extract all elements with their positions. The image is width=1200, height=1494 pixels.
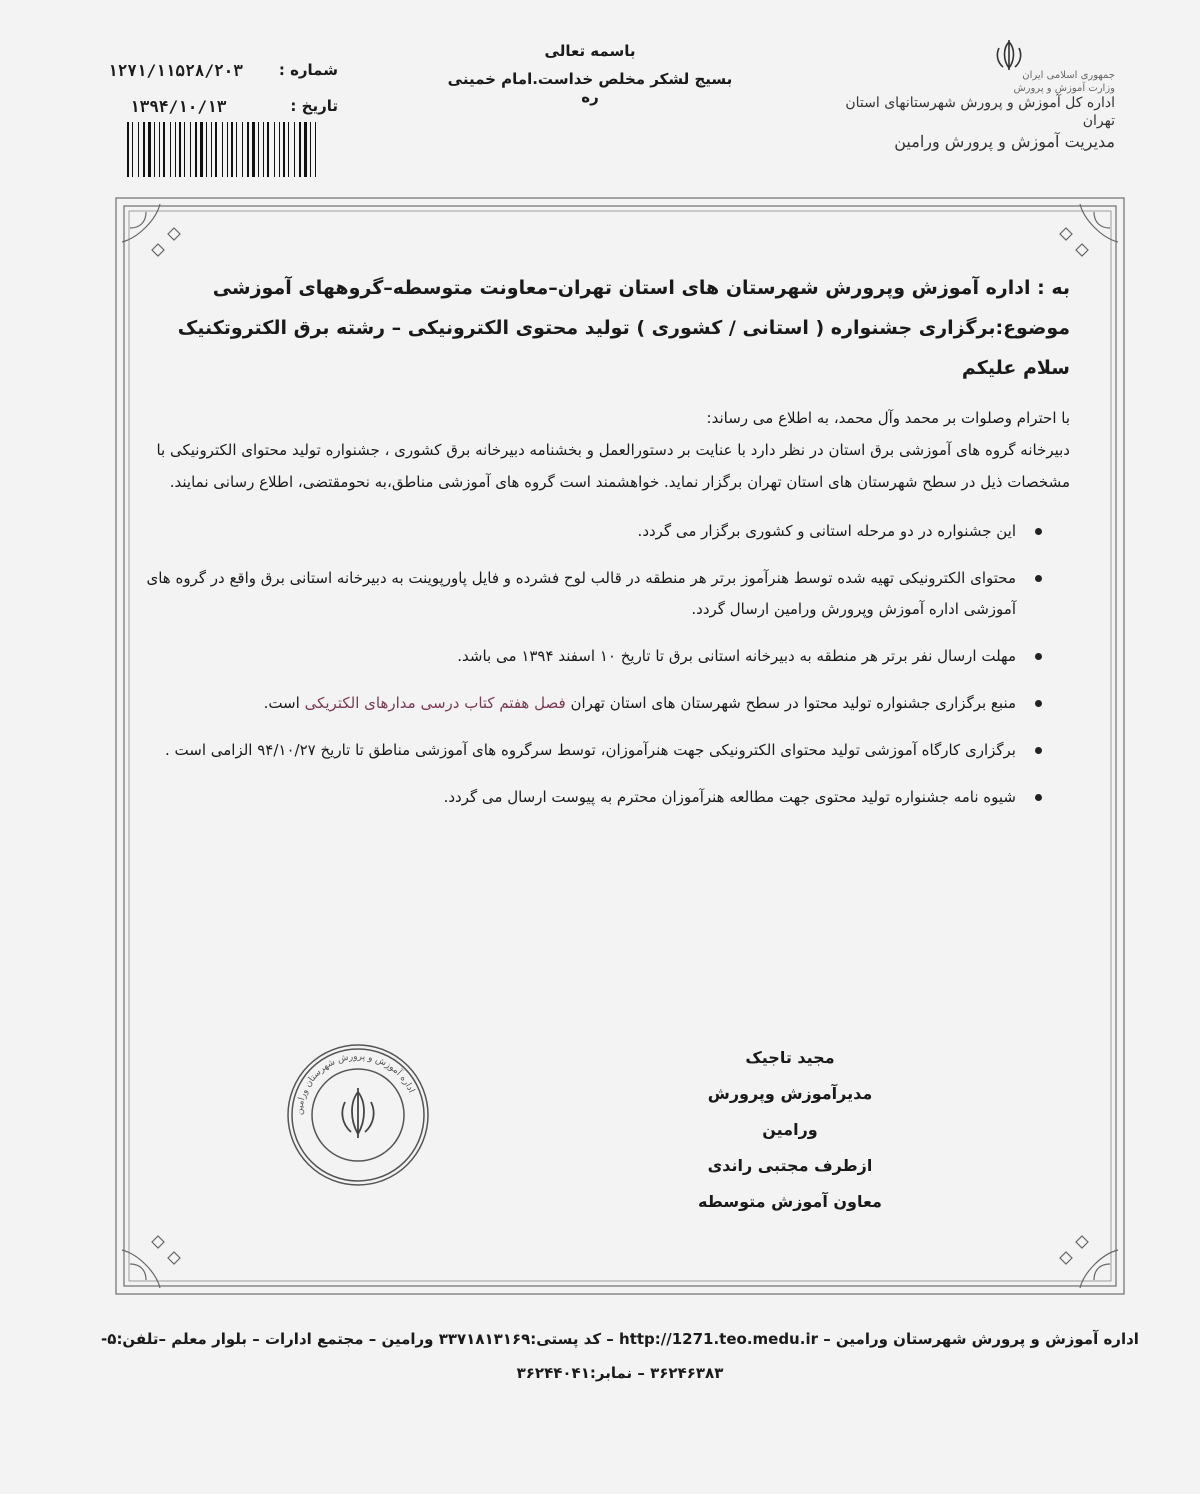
- signer-title: مدیرآموزش وپرورش ورامین: [707, 1084, 873, 1139]
- footer-fax: ۳۶۲۴۶۳۸۳ – نمابر:۳۶۲۴۴۰۴۱: [516, 1364, 724, 1382]
- date-label: تاریخ :: [290, 97, 338, 115]
- seal-emblem-icon: [342, 1088, 373, 1138]
- iran-emblem-icon: [985, 38, 1033, 72]
- date-value: ۱۳۹۴/۱۰/۱۳: [130, 96, 227, 116]
- official-seal: [283, 1040, 433, 1190]
- highlighted-text: فصل هفتم کتاب درسی مدارهای الکتریکی: [304, 694, 566, 712]
- number-row: [108, 52, 338, 88]
- organization-header: [815, 70, 1115, 152]
- intro-line: با احترام وصلوات بر محمد وآل محمد، به اطلاع می رساند:: [706, 409, 1070, 427]
- signer-name: مجید تاجیک: [745, 1048, 835, 1067]
- barcode: [125, 122, 323, 177]
- on-behalf-of: ازطرف مجتبی راندی: [707, 1156, 873, 1175]
- list-item: [130, 688, 1070, 719]
- item-text: منبع برگزاری جشنواره تولید محتوا در سطح شهرستان های استان تهران: [570, 694, 1016, 712]
- subject-line: موضوع:برگزاری جشنواره ( استانی / کشوری ) تولید محتوی الکترونیکی – رشته برق الکتروتکنیک: [177, 317, 1070, 339]
- main-paragraph: دبیرخانه گروه های آموزشی برق استان در نظر دارد با عنایت بر دستورالعمل و بخشنامه دبیرخانه برق کشوری ، جشنواره تولید محتوای الکترونیکی با مشخصات ذیل در سطح شهرستان های استان تهران برگزار نماید. خواهشمند است گروه های آموزشی مناطق،به نحومقتضی، اطلاع رسانی نمایند.: [156, 441, 1070, 491]
- motto: بسیج لشکر مخلص خداست.امام خمینی ره: [447, 70, 733, 106]
- letter-body: [130, 268, 1070, 829]
- letter-heading: [440, 42, 740, 106]
- footer-address: اداره آموزش و پرورش شهرستان ورامین – http://1271.teo.medu.ir – کد پستی:۳۳۷۱۸۱۳۱۶۹ ورامین – مجتمع ادارات – بلوار معلم –تلفن:۵-: [101, 1330, 1139, 1348]
- date-row: [108, 88, 338, 124]
- recipient-line: به : اداره آموزش وپرورش شهرستان های استان تهران–معاونت متوسطه–گروههای آموزشی: [212, 277, 1070, 299]
- letter-meta: [108, 52, 338, 124]
- org-department: اداره کل آموزش و پرورش شهرستانهای استان تهران: [845, 95, 1115, 129]
- org-country: جمهوری اسلامی ایران: [1022, 70, 1115, 81]
- seal-text: اداره آموزش و پرورش شهرستان ورامین: [294, 1051, 417, 1116]
- letter-footer: [100, 1322, 1140, 1390]
- signature-block: [680, 1040, 900, 1220]
- org-management: مدیریت آموزش و پرورش ورامین: [894, 132, 1115, 151]
- invocation: باسمه تعالی: [544, 42, 636, 60]
- list-item: مهلت ارسال نفر برتر هر منطقه به دبیرخانه استانی برق تا تاریخ ۱۰ اسفند ۱۳۹۴ می باشد.: [130, 641, 1070, 672]
- number-label: شماره :: [278, 61, 338, 79]
- org-ministry: وزارت آموزش و پرورش: [1013, 82, 1115, 94]
- salutation: سلام علیکم: [961, 357, 1070, 379]
- list-item: این جشنواره در دو مرحله استانی و کشوری برگزار می گردد.: [130, 516, 1070, 547]
- item-text-end: است.: [263, 694, 300, 712]
- number-value: ۱۲۷۱/۱۱۵۲۸/۲۰۳: [108, 60, 243, 80]
- list-item: برگزاری کارگاه آموزشی تولید محتوای الکترونیکی جهت هنرآموزان، توسط سرگروه های آموزشی مناطق تا تاریخ ۹۴/۱۰/۲۷ الزامی است .: [130, 735, 1070, 766]
- item-list: [130, 516, 1070, 813]
- deputy-title: معاون آموزش متوسطه: [698, 1192, 882, 1211]
- list-item: محتوای الکترونیکی تهیه شده توسط هنرآموز برتر هر منطقه در قالب لوح فشرده و فایل پاورپوینت به دبیرخانه استانی برق واقع در گروه های آموزشی اداره آموزش وپرورش ورامین ارسال گردد.: [130, 563, 1070, 625]
- list-item: شیوه نامه جشنواره تولید محتوی جهت مطالعه هنرآموزان محترم به پیوست ارسال می گردد.: [130, 782, 1070, 813]
